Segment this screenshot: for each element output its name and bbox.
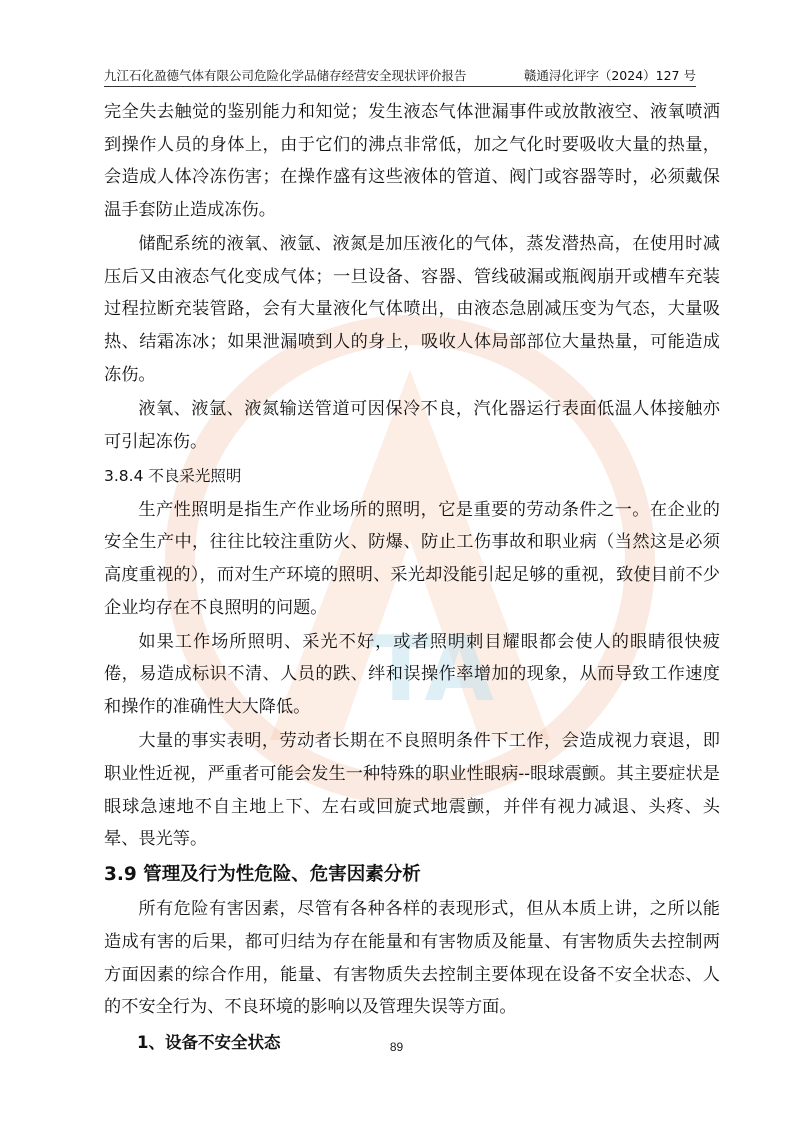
paragraph-lighting-effects: 如果工作场所照明、采光不好，或者照明刺目耀眼都会使人的眼睛很快疲倦，易造成标识不清、人员的跌、绊和误操作率增加的现象，从而导致工作速度和操作的准确性大大降低。 — [104, 631, 720, 718]
body-text — [104, 96, 720, 1061]
running-header — [104, 66, 696, 86]
watermark-letters: TA — [370, 617, 495, 722]
header-report-number: 赣通浔化评字（2024）127 号 — [523, 68, 696, 83]
paragraph-vision-damage: 大量的事实表明，劳动者长期在不良照明条件下工作，会造成视力衰退，即职业性近视，严重者可能会发生一种特殊的职业性眼病--眼球震颤。其主要症状是眼球急速地不自主地上下、左右或回旋式地震颤，并伴有视力减退、头疼、头晕、畏光等。 — [104, 731, 720, 850]
section-heading-3-8-4: 3.8.4 不良采光照明 — [104, 466, 242, 485]
page-number: 89 — [389, 1040, 404, 1054]
header-report-title: 九江石化盈德气体有限公司危险化学品储存经营安全现状评价报告 — [104, 68, 467, 83]
header-divider — [104, 86, 696, 87]
paragraph-hazard-analysis: 所有危险有害因素，尽管有各种各样的表现形式，但从本质上讲，之所以能造成有害的后果，都可归结为存在能量和有害物质及能量、有害物质失去控制两方面因素的综合作用，能量、有害物质失去控制主要体现在设备不安全状态、人的不安全行为、不良环境的影响以及管理失误等方面。 — [104, 899, 720, 1018]
section-heading-3-9: 3.9 管理及行为性危险、危害因素分析 — [104, 863, 421, 885]
subheading-equipment-state: 1、设备不安全状态 — [137, 1032, 281, 1052]
paragraph-frostbite-intro: 完全失去触觉的鉴别能力和知觉；发生液态气体泄漏事件或放散液空、液氧喷洒到操作人员的身体上，由于它们的沸点非常低，加之气化时要吸收大量的热量，会造成人体冷冻伤害；在操作盛有这些液体的管道、阀门或容器等时，必须戴保温手套防止造成冻伤。 — [104, 102, 720, 220]
paragraph-pipeline: 液氧、液氩、液氮输送管道可因保冷不良，汽化器运行表面低温人体接触亦可引起冻伤。 — [104, 398, 720, 452]
paragraph-lighting-definition: 生产性照明是指生产作业场所的照明，它是重要的劳动条件之一。在企业的安全生产中，往往比较注重防火、防爆、防止工伤事故和职业病（当然这是必须高度重视的），而对生产环境的照明、采光却没能引起足够的重视，致使目前不少企业均存在不良照明的问题。 — [104, 499, 720, 618]
paragraph-storage-system: 储配系统的液氧、液氩、液氮是加压液化的气体，蒸发潜热高，在使用时减压后又由液态气化变成气体；一旦设备、容器、管线破漏或瓶阀崩开或槽车充装过程拉断充装管路，会有大量液化气体喷出，由液态急剧减压变为气态，大量吸热、结霜冻冰；如果泄漏喷到人的身上，吸收人体局部部位大量热量，可能造成冻伤。 — [104, 234, 720, 385]
